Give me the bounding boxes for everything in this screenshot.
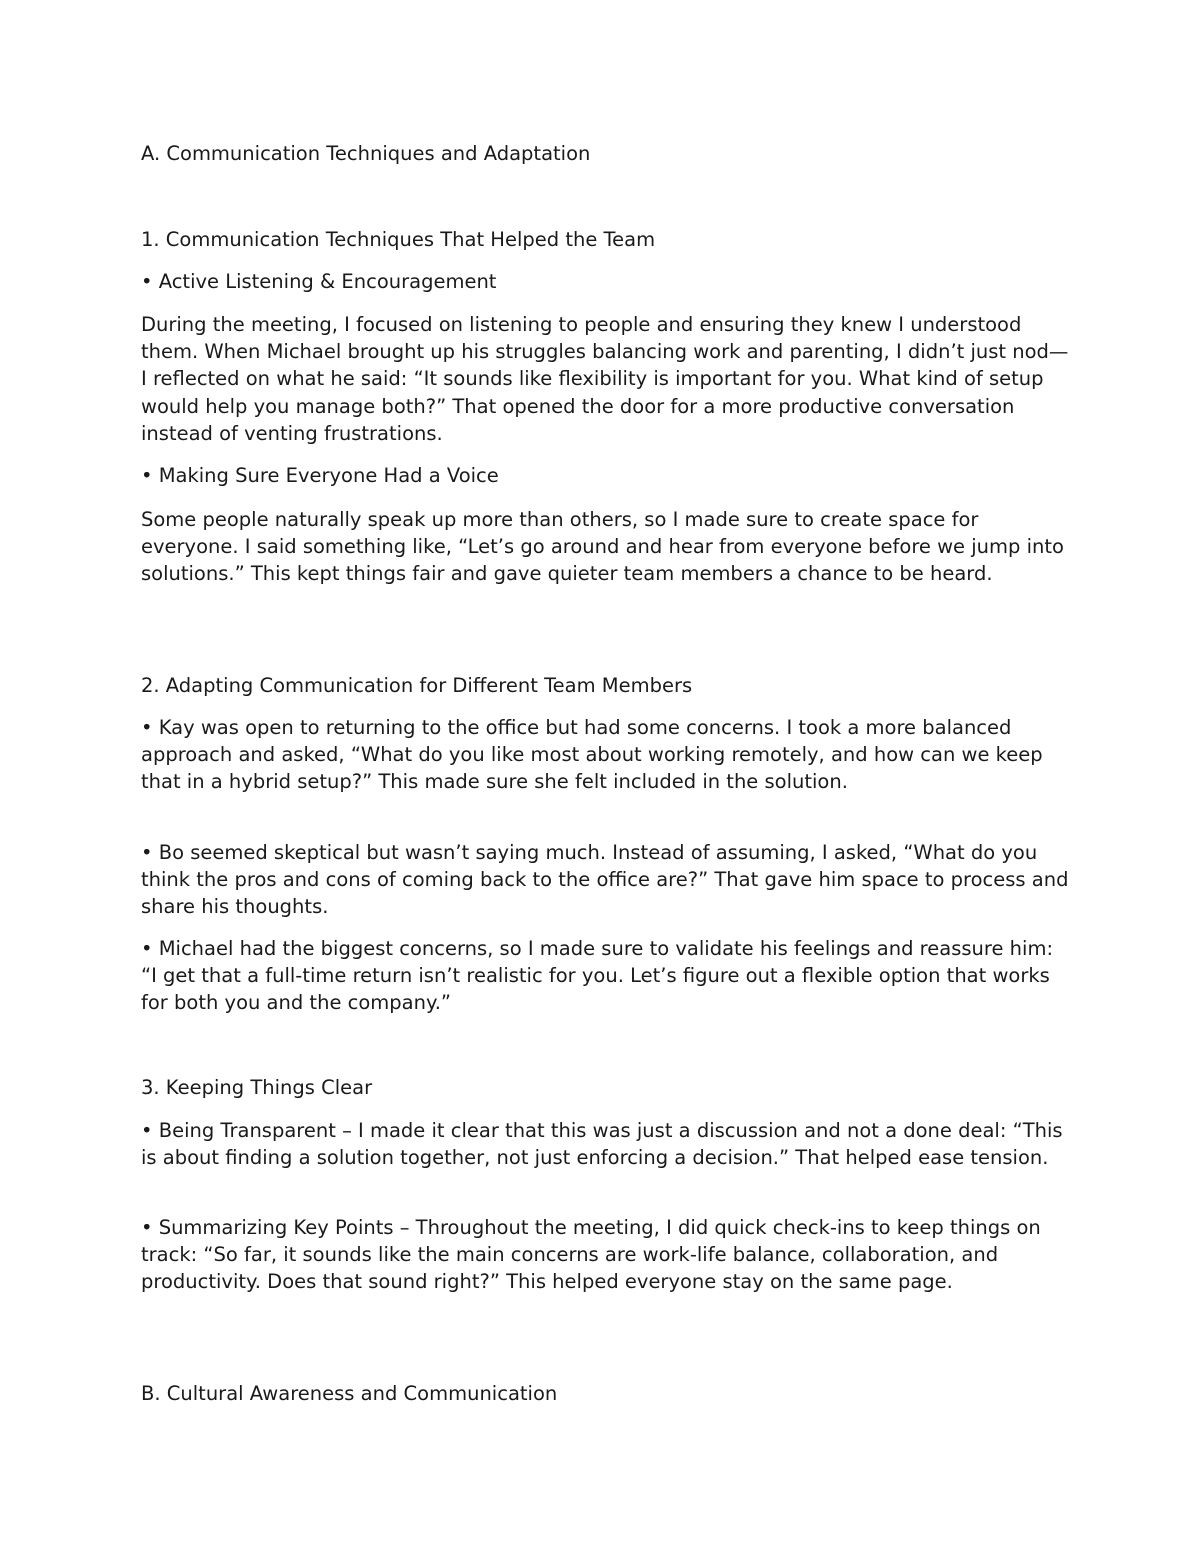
bullet-voice-title: • Making Sure Everyone Had a Voice	[141, 464, 499, 487]
section1-heading: 1. Communication Techniques That Helped the Team	[141, 228, 656, 251]
heading-a: A. Communication Techniques and Adaptation	[141, 142, 591, 165]
bullet-active-listening-title: • Active Listening & Encouragement	[141, 270, 497, 293]
section3-heading: 3. Keeping Things Clear	[141, 1076, 373, 1099]
heading-b: B. Cultural Awareness and Communication	[141, 1382, 558, 1405]
item-kay: • Kay was open to returning to the office but had some concerns. I took a more balanced approach and asked, “What do you like most about working remotely, and how can we keep that in a hybrid setup?” This made sure she felt included in the solution.	[141, 716, 1043, 794]
item-bo: • Bo seemed skeptical but wasn’t saying much. Instead of assuming, I asked, “What do you think the pros and cons of coming back to the office are?” That gave him space to process and share his thoughts.	[141, 841, 1069, 919]
item-michael: • Michael had the biggest concerns, so I made sure to validate his feelings and reassure him: “I get that a full-time return isn’t realistic for you. Let’s figure out a flexible option that works for both you and the company.”	[141, 937, 1054, 1015]
bullet-voice-body: Some people naturally speak up more than others, so I made sure to create space for everyone. I said something like, “Let’s go around and hear from everyone before we jump into solutions.” This kept things fair and gave quieter team members a chance to be heard.	[141, 508, 1064, 586]
section2-heading: 2. Adapting Communication for Different Team Members	[141, 674, 693, 697]
bullet-active-listening-body: During the meeting, I focused on listening to people and ensuring they knew I understood them. When Michael brought up his struggles balancing work and parenting, I didn’t just nod—I reflected on what he said: “It sounds like flexibility is important for you. What kind of setup would help you manage both?” That opened the door for a more productive conversation instead of venting frustrations.	[141, 313, 1069, 445]
item-summarizing: • Summarizing Key Points – Throughout the meeting, I did quick check-ins to keep things on track: “So far, it sounds like the main concerns are work-life balance, collaboration, and productivity. Does that sound right?” This helped everyone stay on the same page.	[141, 1216, 1041, 1294]
item-transparent: • Being Transparent – I made it clear that this was just a discussion and not a done deal: “This is about finding a solution together, not just enforcing a decision.” That helped ease tension.	[141, 1119, 1063, 1170]
